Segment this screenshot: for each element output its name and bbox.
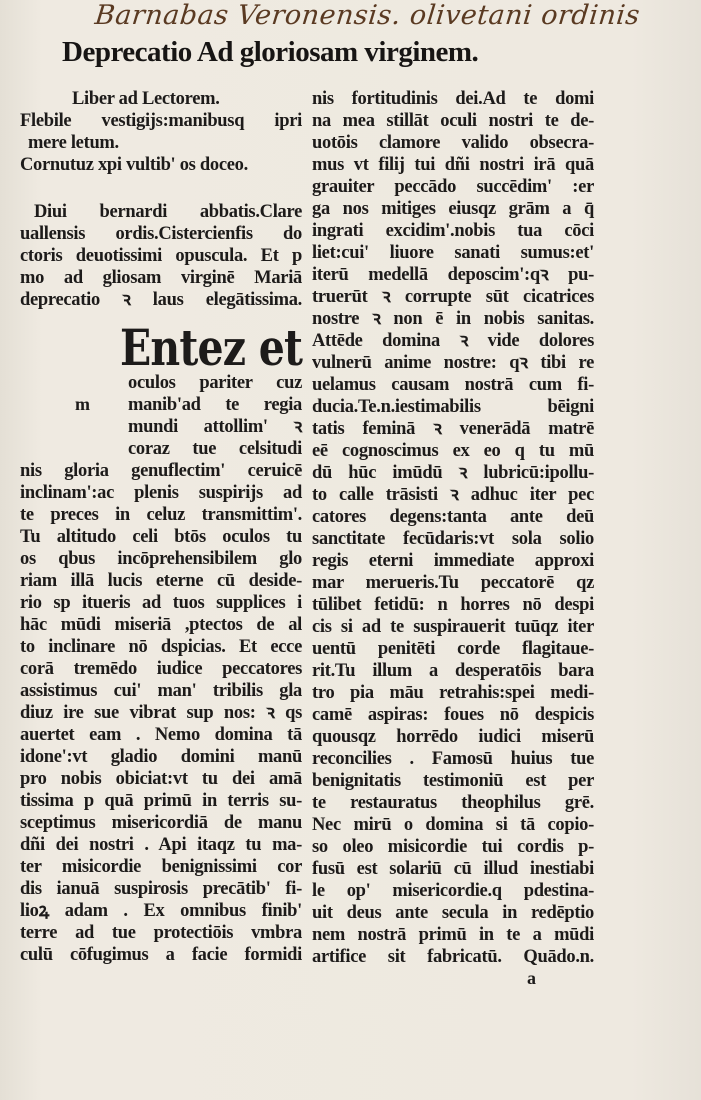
text-line: idone':vt gladio domini manū [20,747,302,767]
text-line: nis fortitudinis dei.Ad te domi [312,89,594,109]
text-line: Diui bernardi abbatis.Clare [34,202,302,222]
text-line: Liber ad Lectorem. [72,89,220,109]
text-line: diuz ire sue vibrat sup nos: ꝛ qs [20,703,302,723]
text-line: assistimus cui' man' tribilis gla [20,681,302,701]
text-line: iterū medellā deposcim':qꝛ pu- [312,265,594,285]
text-line: benignitatis testimoniū est per [312,771,594,791]
text-line: terre ad tue protectiōis vmbra [20,923,302,943]
text-line: na mea stillāt oculi nostri te de- [312,111,594,131]
text-line: ter misicordie benignissimi cor [20,857,302,877]
text-line: tro pia māu retrahis:spei medi- [312,683,594,703]
text-line: oculos pariter cuz [128,373,302,393]
text-line: pro nobis obiciat:vt tu dei amā [20,769,302,789]
signature-mark: a [527,968,536,988]
text-line: tissima p quā primū in terris su- [20,791,302,811]
text-line: Tu altitudo celi btōs oculos tu [20,527,302,547]
text-line: nem nostrā primū in te a mūdi [312,925,594,945]
text-line: Attēde domina ꝛ vide dolores [312,331,594,351]
text-line: manib'ad te regia [128,395,302,415]
text-line: corā tremēdo iudice peccatores [20,659,302,679]
text-line: rit.Tu illum a desperatōis bara [312,661,594,681]
text-line: ingrati excidim'.nobis tua cōci [312,221,594,241]
text-line: grauiter peccādo succēdim' :er [312,177,594,197]
text-line: eē cognoscimus ex eo q tu mū [312,441,594,461]
text-line: nis gloria genuflectim' ceruicē [20,461,302,481]
text-line: uentū penitēti corde flagitaue- [312,639,594,659]
left-body [20,460,302,966]
text-line: ducia.Te.n.iestimabilis bēigni [312,397,594,417]
left-intro [20,88,302,176]
text-line: riam illā lucis eterne cū deside- [20,571,302,591]
text-line: mus vt filij tui dñi nostri irā quā [312,155,594,175]
text-line: dñi dei nostri . Api itaqz tu ma- [20,835,302,855]
text-line: regis eterni immediate approxi [312,551,594,571]
text-line: cis si ad te suspirauerit tuūqz iter [312,617,594,637]
text-line: uallensis ordis.Cistercienfis do [20,224,302,244]
text-line: coraz tue celsitudi [128,439,302,459]
text-line: camē aspiras: foues nō despicis [312,705,594,725]
text-line: rio sp itueris ad tuos supplices i [20,593,302,613]
text-line: te restauratus theophilus grē. [312,793,594,813]
text-line: uit deus ante secula in redēptio [312,903,594,923]
text-line: sanctitate fecūdaris:vt sola solio [312,529,594,549]
left-indented-block [128,372,302,460]
text-line: sceptimus misericordiā de manu [20,813,302,833]
text-line: ctoris deuotissimi opuscula. Et p [20,246,302,266]
left-heading [20,201,302,311]
right-column [312,88,594,968]
text-line: culū cōfugimus a facie formidi [20,945,302,965]
text-line: artifice sit fabricatū. Quādo.n. [312,947,594,967]
text-line: deprecatio ꝛ laus elegātissima. [20,290,302,310]
text-line: te preces in celuz transmittim'. [20,505,302,525]
text-line: dū hūc imūdū ꝛ lubricū:ipollu- [312,463,594,483]
text-line: mere letum. [28,133,119,153]
text-line: uotōis clamore valido obsecra- [312,133,594,153]
text-line: nostre ꝛ non ē in nobis sanitas. [312,309,594,329]
text-line: reconcilies . Famosū huius tue [312,749,594,769]
text-line: os qbus incōprehensibilem glo [20,549,302,569]
text-line: dis ianuā suspirosis precātib' fi- [20,879,302,899]
text-line: Flebile vestigijs:manibusq ipri [20,111,302,131]
text-line: catores degens:tanta ante deū [312,507,594,527]
text-line: ga nos mitiges eiusqz grām a q̄ [312,199,594,219]
text-line: mundi attollim' ꝛ [128,417,302,437]
text-line: to calle trāsisti ꝛ adhuc iter pec [312,485,594,505]
handwritten-annotation: Barnabas Veronensis. olivetani ordinis [93,0,642,31]
text-line: mar merueris.Tu peccatorē qz [312,573,594,593]
text-line: auertet eam . Nemo domina tā [20,725,302,745]
text-line: mo ad gliosam virginē Mariā [20,268,302,288]
text-line: hāc mūdi miseriā ,ptectos de al [20,615,302,635]
text-line: Nec mirū o domina si tā copio- [312,815,594,835]
text-line: uelamus causam nostrā cum fi- [312,375,594,395]
text-line: quousqz horrēdo iudici miserū [312,727,594,747]
text-line: to inclinare nō dspicias. Et ecce [20,637,302,657]
text-line: fusū est solariū cū illud inestiabi [312,859,594,879]
page-title: Deprecatio Ad gloriosam virginem. [62,36,479,68]
incipit-large-word: Entez et [120,318,303,377]
text-line: vulnerū anime nostre: qꝛ tibi re [312,353,594,373]
initial-guide-letter: m [75,394,90,414]
text-line: tūlibet fetidū: n horres nō despi [312,595,594,615]
text-line: truerūt ꝛ corrupte sūt cicatrices [312,287,594,307]
text-line: Cornutuz xpi vultib' os doceo. [20,155,248,175]
text-line: so oleo misicordie tui cordis p- [312,837,594,857]
text-line: liet:cui' liuore sanati sumus:et' [312,243,594,263]
text-line: le op' misericordie.q pdestina- [312,881,594,901]
text-line: inclinam':ac plenis suspirijs ad [20,483,302,503]
text-line: lioꝝ adam . Ex omnibus finib' [20,901,302,921]
text-line: tatis feminā ꝛ venerādā matrē [312,419,594,439]
